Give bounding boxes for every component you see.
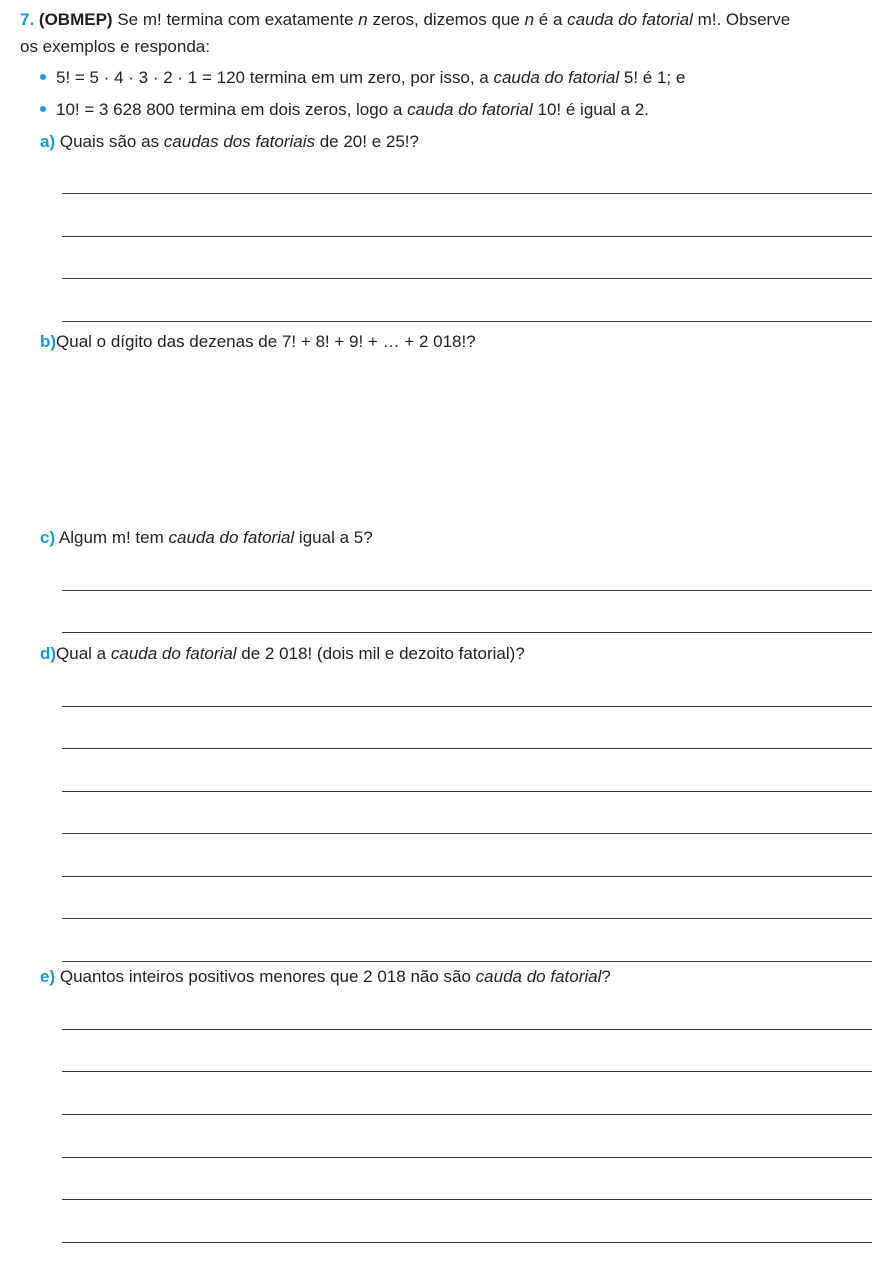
answer-line[interactable]: [62, 1157, 872, 1158]
intro-text: Se m! termina com exatamente: [112, 10, 359, 29]
answer-line[interactable]: [62, 1114, 872, 1115]
question-text: Qual a: [56, 644, 111, 663]
question-c: [40, 527, 373, 549]
example-1: [40, 67, 685, 89]
example-text: 5! é 1; e: [619, 68, 686, 87]
problem-statement-line-1: [20, 9, 790, 31]
answer-line[interactable]: [62, 236, 872, 237]
question-text: Qual o dígito das dezenas de 7! + 8! + 9! + … + 2 018!?: [56, 332, 476, 351]
intro-text: zeros, dizemos que: [367, 10, 525, 29]
bullet-icon: [40, 74, 46, 80]
answer-line[interactable]: [62, 706, 872, 707]
question-term: cauda do fatorial: [475, 967, 602, 986]
answer-line[interactable]: [62, 918, 872, 919]
answer-line[interactable]: [62, 1071, 872, 1072]
answer-line[interactable]: [62, 1199, 872, 1200]
example-text: 5! = 5 · 4 · 3 · 2 · 1 = 120 termina em um zero, por isso, a: [56, 68, 494, 87]
answer-line[interactable]: [62, 321, 872, 322]
question-e: [40, 966, 611, 988]
question-text: igual a 5?: [294, 528, 373, 547]
example-text: 10! = 3 628 800 termina em dois zeros, logo a: [56, 100, 408, 119]
question-letter: d): [40, 644, 57, 663]
question-letter: b): [40, 332, 57, 351]
answer-line[interactable]: [62, 961, 872, 962]
answer-line[interactable]: [62, 632, 872, 633]
answer-line[interactable]: [62, 1242, 872, 1243]
question-text: Algum m! tem: [55, 528, 169, 547]
intro-variable-n: n: [358, 10, 368, 29]
question-text: de 20! e 25!?: [315, 132, 419, 151]
question-text: de 2 018! (dois mil e dezoito fatorial)?: [236, 644, 525, 663]
intro-variable-n: n: [524, 10, 535, 29]
answer-line[interactable]: [62, 833, 872, 834]
question-a: [40, 131, 419, 153]
intro-text: m!. Observe: [692, 10, 791, 29]
question-term: cauda do fatorial: [110, 644, 237, 663]
problem-statement-line-2: os exemplos e responda:: [20, 37, 210, 56]
question-b: [40, 331, 476, 353]
bullet-icon: [40, 106, 46, 112]
question-letter: c): [40, 528, 56, 547]
intro-text: é a: [534, 10, 568, 29]
question-letter: a): [40, 132, 56, 151]
example-2: [40, 99, 649, 121]
answer-line[interactable]: [62, 590, 872, 591]
example-term: cauda do fatorial: [407, 100, 533, 119]
example-text: 10! é igual a 2.: [532, 100, 650, 119]
answer-line[interactable]: [62, 876, 872, 877]
question-text: Quais são as: [55, 132, 164, 151]
answer-line[interactable]: [62, 1029, 872, 1030]
answer-line[interactable]: [62, 278, 872, 279]
question-letter: e): [40, 967, 56, 986]
question-text: Quantos inteiros positivos menores que 2 018 não são: [55, 967, 476, 986]
question-text: ?: [601, 967, 611, 986]
intro-term: cauda do fatorial: [567, 10, 693, 29]
problem-number: 7.: [20, 10, 35, 29]
question-d: [40, 643, 525, 665]
answer-line[interactable]: [62, 193, 872, 194]
problem-source: (OBMEP): [38, 10, 113, 29]
example-term: cauda do fatorial: [493, 68, 620, 87]
answer-line[interactable]: [62, 748, 872, 749]
question-term: cauda do fatorial: [168, 528, 295, 547]
question-term: caudas dos fatoriais: [163, 132, 315, 151]
answer-line[interactable]: [62, 791, 872, 792]
